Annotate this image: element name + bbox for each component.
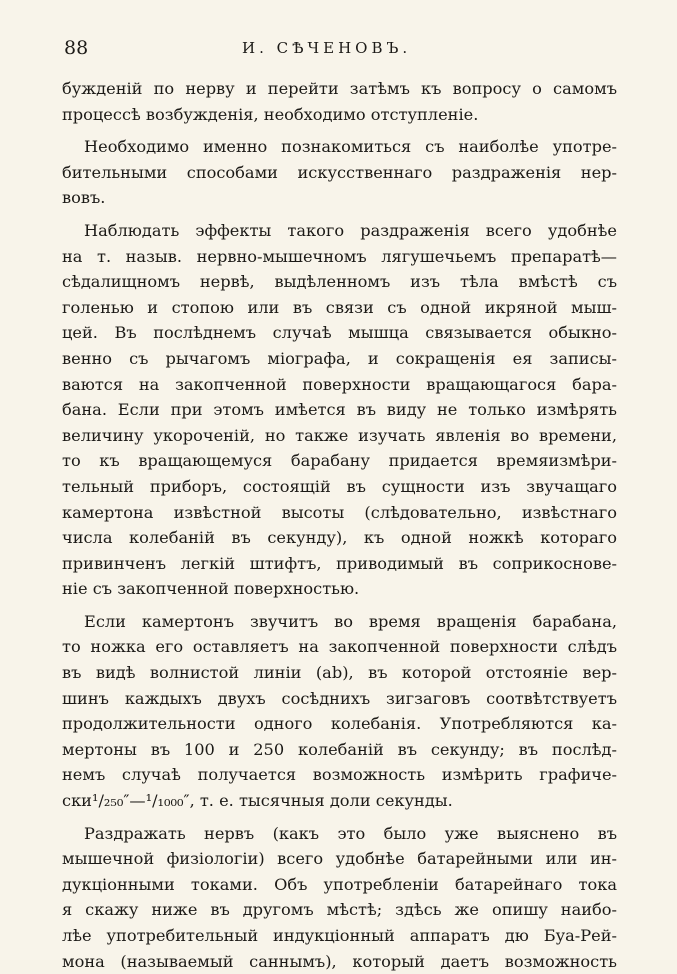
text-line: мона (называемый саннымъ), который даетъ возможность — [62, 951, 617, 971]
text-line: нiе съ закопченной поверхностью. — [62, 579, 360, 599]
text-line: я скажу ниже въ другомъ мѣстѣ; здѣсь же опишу наибо- — [62, 900, 617, 920]
paragraph — [62, 609, 617, 814]
text-line: немъ случаѣ получается возможность измѣрить графиче- — [62, 765, 617, 785]
text-line: процессѣ возбужденiя, необходимо отступленiе. — [62, 104, 479, 124]
text-line: числа колебанiй въ секунду), къ одной ножкѣ котораго — [62, 528, 617, 548]
text-line: бана. Если при этомъ имѣется въ виду не только измѣрять — [62, 400, 617, 420]
text-line: Наблюдать эффекты такого раздраженiя всего удобнѣе — [84, 220, 617, 240]
text-line: продолжительности одного колебанiя. Употребляются ка- — [62, 714, 617, 734]
paragraph — [62, 821, 617, 974]
page-number: 88 — [64, 37, 89, 59]
paragraph — [62, 134, 617, 211]
text-line: голенью и стопою или въ связи съ одной икряной мыш- — [62, 297, 617, 317]
text-line: Если камертонъ звучитъ во время вращенiя барабана, — [84, 611, 617, 631]
text-line: мышечной физiологiи) всего удобнѣе батарейными или ин- — [62, 849, 617, 869]
page-header — [62, 36, 617, 60]
paragraph — [62, 218, 617, 602]
text-line: Раздражать нервъ (какъ это было уже выяснено въ — [84, 823, 617, 843]
text-line: бительными способами искусственнаго раздраженiя нер- — [62, 162, 617, 182]
text-line: вовъ. — [62, 188, 106, 208]
text-line: привинченъ легкiй штифтъ, приводимый въ соприкоснове- — [62, 553, 617, 573]
text-line: дукцiонными токами. Объ употребленiи батарейнаго тока — [62, 874, 617, 894]
text-line: ски¹/₂₅₀″—¹/₁₀₀₀″, т. е. тысячныя доли секунды. — [62, 791, 453, 811]
text-line: величину укороченiй, но также изучать явленiя во времени, — [62, 425, 617, 445]
text-line: ваются на закопченной поверхности вращающагося бара- — [62, 374, 617, 394]
text-line: на т. назыв. нервно-мышечномъ лягушечьемъ препаратѣ— — [62, 246, 617, 266]
text-line: мертоны въ 100 и 250 колебанiй въ секунду; въ послѣд- — [62, 739, 617, 759]
text-line: сѣдалищномъ нервѣ, выдѣленномъ изъ тѣла вмѣстѣ съ — [62, 272, 617, 292]
text-line: Необходимо именно познакомиться съ наиболѣе употре- — [84, 137, 617, 157]
text-line: въ видѣ волнистой линiи (ab), въ которой отстоянiе вер- — [62, 663, 617, 683]
text-line: цей. Въ послѣднемъ случаѣ мышца связывается обыкно- — [62, 323, 617, 343]
text-line: венно съ рычагомъ мiографа, и сокращенiя ея записы- — [62, 348, 617, 368]
text-line: бужденiй по нерву и перейти затѣмъ къ вопросу о самомъ — [62, 79, 617, 98]
text-line: камертона извѣстной высоты (слѣдовательно, извѣстнаго — [62, 502, 617, 522]
running-head: И. СѢЧЕНОВЪ. — [242, 39, 412, 57]
text-line: то ножка его оставляетъ на закопченной поверхности слѣдъ — [62, 637, 617, 657]
text-line: лѣе употребительный индукцiонный аппаратъ дю Буа-Рей- — [62, 926, 617, 945]
text-line: то къ вращающемуся барабану придается времяизмѣри- — [62, 451, 617, 471]
body-text — [62, 76, 617, 974]
paragraph — [62, 76, 617, 127]
text-line: шинъ каждыхъ двухъ сосѣднихъ зигзаговъ соотвѣтствуетъ — [62, 688, 617, 708]
text-line: тельный приборъ, состоящiй въ сущности изъ звучащаго — [62, 476, 617, 496]
